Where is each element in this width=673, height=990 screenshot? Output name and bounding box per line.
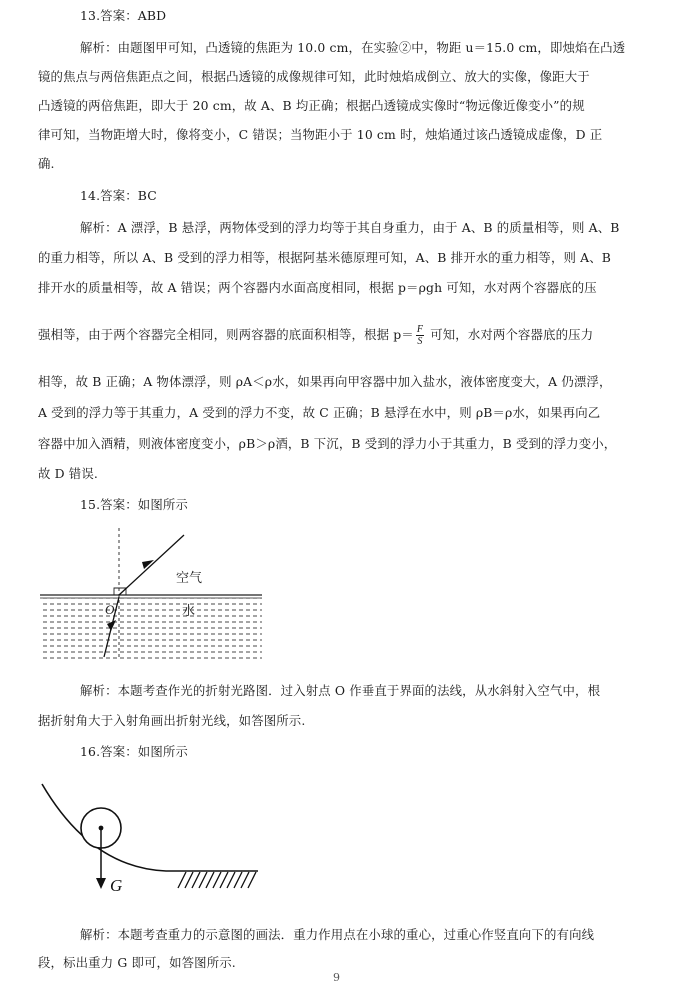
q13-line-3: 凸透镜的两倍焦距，即大于 20 cm，故 A、B 均正确；根据凸透镜成实像时“物远像近像变小”的规 [38,98,585,113]
q13-line-4: 律可知，当物距增大时，像将变小，C 错误；当物距小于 10 cm 时，烛焰通过该凸透镜成虚像，D 正 [38,127,603,142]
right-angle-marker [114,588,119,595]
q16-line-1: 解析：本题考查重力的示意图的画法．重力作用点在小球的重心，过重心作竖直向下的有向线 [80,927,595,942]
ground-hatching [178,872,256,888]
label-g: G [110,876,123,895]
fraction-denominator: S [417,336,423,347]
q14-line-3: 排开水的质量相等，故 A 错误；两个容器内水面高度相同，根据 p＝ρgh 可知，水对两个容器底的压 [38,280,597,295]
q16-answer: 16.答案：如图所示 [80,744,188,759]
q15-line-1: 解析：本题考查作光的折射光路图．过入射点 O 作垂直于界面的法线，从水斜射入空气中，根 [80,683,601,698]
label-air: 空气 [176,571,203,586]
gravity-arrowhead [96,878,106,889]
q13-line-1: 解析：由题图甲可知，凸透镜的焦距为 10.0 cm，在实验②中，物距 u＝15.0 cm，即烛焰在凸透 [80,40,626,55]
label-water: 水 [182,604,196,619]
q14-answer: 14.答案：BC [80,188,157,203]
refracted-ray [119,535,184,595]
page-number: 9 [333,971,340,984]
refraction-figure [36,525,266,665]
q14-line-8: 故 D 错误. [38,466,98,481]
gravity-figure [36,776,266,906]
pressure-fraction [416,324,424,347]
label-point-o: O [105,602,115,617]
q14-line-2: 的重力相等，所以 A、B 受到的浮力相等，根据阿基米德原理可知，A、B 排开水的重力相等，则 A、B [38,250,612,265]
q14-line-6: A 受到的浮力等于其重力，A 受到的浮力不变，故 C 正确；B 悬浮在水中，则 ρB＝ρ水，如果再向乙 [38,405,601,420]
q14-line-4 [38,320,648,350]
q14-line-4b: 可知，水对两个容器底的压力 [426,327,594,342]
q13-line-5: 确. [38,156,55,171]
q14-line-4a: 强相等，由于两个容器完全相同，则两容器的底面积相等，根据 p＝ [38,327,414,342]
q16-line-2: 段，标出重力 G 即可，如答图所示. [38,955,236,970]
q14-line-7: 容器中加入酒精，则液体密度变小，ρB＞ρ酒，B 下沉，B 受到的浮力小于其重力，B 受到的浮力变小， [38,436,617,451]
curved-slope [42,784,258,871]
q15-line-2: 据折射角大于入射角画出折射光线，如答图所示. [38,713,306,728]
q15-answer: 15.答案：如图所示 [80,497,188,512]
q13-answer: 13.答案：ABD [80,8,167,23]
q13-line-2: 镜的焦点与两倍焦距点之间，根据凸透镜的成像规律可知，此时烛焰成倒立、放大的实像，像距大于 [38,69,590,84]
fraction-numerator: F [416,324,424,335]
q14-line-5: 相等，故 B 正确；A 物体漂浮，则 ρA＜ρ水，如果再向甲容器中加入盐水，液体密度变大，A 仍漂浮， [38,374,612,389]
water-region [40,598,262,660]
q14-line-1: 解析：A 漂浮，B 悬浮，两物体受到的浮力均等于其自身重力，由于 A、B 的质量相等，则 A、B [80,220,620,235]
